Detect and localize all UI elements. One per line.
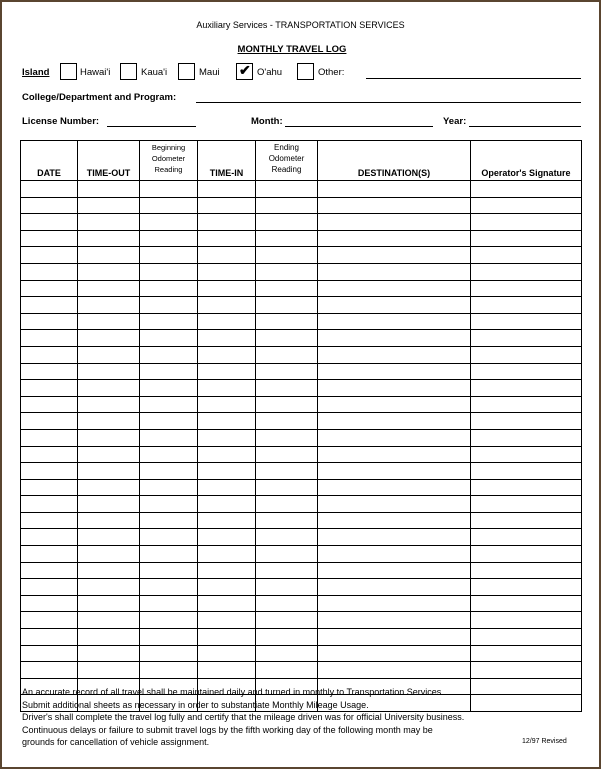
time-out-cell[interactable] <box>78 396 140 413</box>
oahu-checkbox[interactable] <box>236 63 253 80</box>
time-in-cell[interactable] <box>198 446 256 463</box>
instruction-line: An accurate record of all travel shall be maintained daily and turned in monthly to Transportation Services. <box>22 687 444 697</box>
table-row <box>21 380 582 397</box>
signature-cell[interactable] <box>471 214 582 231</box>
ending-odometer-line1: Ending <box>274 143 299 152</box>
ending-odometer-line2: Odometer <box>268 154 305 163</box>
beginning-odometer-cell[interactable] <box>140 562 198 579</box>
signature-cell[interactable] <box>471 280 582 297</box>
time-in-cell[interactable] <box>198 562 256 579</box>
destination-cell[interactable] <box>318 330 471 347</box>
beginning-odometer-cell[interactable] <box>140 181 198 198</box>
ending-odometer-cell[interactable] <box>256 263 318 280</box>
ending-odometer-cell[interactable] <box>256 496 318 513</box>
signature-cell[interactable] <box>471 263 582 280</box>
year-label: Year: <box>443 116 467 127</box>
beginning-odometer-cell[interactable] <box>140 496 198 513</box>
ending-odometer-cell[interactable] <box>256 662 318 679</box>
table-row <box>21 330 582 347</box>
kauai-checkbox[interactable] <box>120 63 137 80</box>
time-in-cell[interactable] <box>198 595 256 612</box>
date-cell[interactable] <box>21 529 78 546</box>
destination-cell[interactable] <box>318 263 471 280</box>
table-row <box>21 662 582 679</box>
signature-cell[interactable] <box>471 546 582 563</box>
time-out-cell[interactable] <box>78 214 140 231</box>
beginning-odometer-cell[interactable] <box>140 363 198 380</box>
beginning-odometer-cell[interactable] <box>140 197 198 214</box>
instruction-line: Driver's shall complete the travel log fully and certify that the mileage driven was for official University business. <box>22 712 465 722</box>
time-out-cell[interactable] <box>78 562 140 579</box>
beginning-odometer-cell[interactable] <box>140 413 198 430</box>
date-cell[interactable] <box>21 197 78 214</box>
date-header: DATE <box>21 141 78 181</box>
signature-cell[interactable] <box>471 579 582 596</box>
table-row <box>21 297 582 314</box>
instruction-line: grounds for cancellation of vehicle assignment. <box>22 737 210 747</box>
date-cell[interactable] <box>21 413 78 430</box>
time-out-cell[interactable] <box>78 629 140 646</box>
table-row <box>21 546 582 563</box>
beginning-odometer-cell[interactable] <box>140 214 198 231</box>
time-out-cell[interactable] <box>78 247 140 264</box>
ending-odometer-cell[interactable] <box>256 181 318 198</box>
ending-odometer-cell[interactable] <box>256 380 318 397</box>
beginning-odometer-cell[interactable] <box>140 230 198 247</box>
time-out-cell[interactable] <box>78 313 140 330</box>
ending-odometer-cell[interactable] <box>256 562 318 579</box>
ending-odometer-cell[interactable] <box>256 446 318 463</box>
destination-cell[interactable] <box>318 380 471 397</box>
beginning-odometer-cell[interactable] <box>140 662 198 679</box>
signature-cell[interactable] <box>471 346 582 363</box>
destination-cell[interactable] <box>318 529 471 546</box>
ending-odometer-cell[interactable] <box>256 363 318 380</box>
time-in-cell[interactable] <box>198 330 256 347</box>
time-in-cell[interactable] <box>198 645 256 662</box>
hawaii-checkbox[interactable] <box>60 63 77 80</box>
time-out-cell[interactable] <box>78 612 140 629</box>
table-row <box>21 529 582 546</box>
beginning-odometer-cell[interactable] <box>140 396 198 413</box>
time-in-cell[interactable] <box>198 247 256 264</box>
time-in-cell[interactable] <box>198 629 256 646</box>
table-row <box>21 280 582 297</box>
time-in-cell[interactable] <box>198 496 256 513</box>
date-cell[interactable] <box>21 263 78 280</box>
destination-cell[interactable] <box>318 280 471 297</box>
table-row <box>21 396 582 413</box>
time-out-cell[interactable] <box>78 263 140 280</box>
maui-checkbox[interactable] <box>178 63 195 80</box>
beginning-odometer-cell[interactable] <box>140 263 198 280</box>
ending-odometer-cell[interactable] <box>256 297 318 314</box>
beginning-odometer-cell[interactable] <box>140 595 198 612</box>
travel-log-table <box>20 140 582 712</box>
beginning-odometer-cell[interactable] <box>140 479 198 496</box>
table-row <box>21 413 582 430</box>
time-in-cell[interactable] <box>198 479 256 496</box>
time-in-cell[interactable] <box>198 662 256 679</box>
table-row <box>21 197 582 214</box>
time-in-cell[interactable] <box>198 579 256 596</box>
beginning-odometer-cell[interactable] <box>140 529 198 546</box>
destination-cell[interactable] <box>318 512 471 529</box>
beginning-odometer-cell[interactable] <box>140 346 198 363</box>
table-row <box>21 429 582 446</box>
destination-cell[interactable] <box>318 396 471 413</box>
time-out-cell[interactable] <box>78 181 140 198</box>
other-island-line[interactable] <box>366 78 581 79</box>
signature-cell[interactable] <box>471 662 582 679</box>
ending-odometer-cell[interactable] <box>256 463 318 480</box>
beginning-odometer-cell[interactable] <box>140 612 198 629</box>
time-out-cell[interactable] <box>78 645 140 662</box>
beginning-odometer-cell[interactable] <box>140 297 198 314</box>
time-in-cell[interactable] <box>198 346 256 363</box>
time-out-cell[interactable] <box>78 330 140 347</box>
ending-odometer-cell[interactable] <box>256 346 318 363</box>
destination-cell[interactable] <box>318 197 471 214</box>
maui-label: Maui <box>199 67 220 78</box>
date-cell[interactable] <box>21 629 78 646</box>
date-cell[interactable] <box>21 380 78 397</box>
beginning-odometer-line2: Odometer <box>151 154 186 163</box>
table-row <box>21 562 582 579</box>
time-out-cell[interactable] <box>78 197 140 214</box>
time-out-cell[interactable] <box>78 662 140 679</box>
ending-odometer-cell[interactable] <box>256 512 318 529</box>
time-out-cell[interactable] <box>78 413 140 430</box>
kauai-label: Kaua'i <box>141 67 168 78</box>
ending-odometer-cell[interactable] <box>256 595 318 612</box>
island-label: Island <box>22 67 50 78</box>
time-in-cell[interactable] <box>198 280 256 297</box>
destination-cell[interactable] <box>318 363 471 380</box>
table-row <box>21 612 582 629</box>
date-cell[interactable] <box>21 280 78 297</box>
signature-cell[interactable] <box>471 297 582 314</box>
ending-odometer-cell[interactable] <box>256 579 318 596</box>
destination-cell[interactable] <box>318 562 471 579</box>
date-cell[interactable] <box>21 595 78 612</box>
signature-cell[interactable] <box>471 413 582 430</box>
ending-odometer-cell[interactable] <box>256 429 318 446</box>
ending-odometer-cell[interactable] <box>256 197 318 214</box>
beginning-odometer-cell[interactable] <box>140 546 198 563</box>
destination-cell[interactable] <box>318 479 471 496</box>
destination-cell[interactable] <box>318 413 471 430</box>
license-line[interactable] <box>107 126 196 127</box>
destination-cell[interactable] <box>318 313 471 330</box>
other-label: Other: <box>318 67 345 78</box>
beginning-odometer-cell[interactable] <box>140 313 198 330</box>
oahu-label: O'ahu <box>257 67 283 78</box>
table-row <box>21 346 582 363</box>
ending-odometer-cell[interactable] <box>256 612 318 629</box>
signature-cell[interactable] <box>471 181 582 198</box>
table-body <box>21 181 582 712</box>
time-out-cell[interactable] <box>78 230 140 247</box>
signature-cell[interactable] <box>471 496 582 513</box>
beginning-odometer-cell[interactable] <box>140 463 198 480</box>
time-out-cell[interactable] <box>78 280 140 297</box>
date-cell[interactable] <box>21 662 78 679</box>
table-row <box>21 446 582 463</box>
time-out-cell[interactable] <box>78 363 140 380</box>
signature-cell[interactable] <box>471 512 582 529</box>
destination-cell[interactable] <box>318 463 471 480</box>
destination-cell[interactable] <box>318 662 471 679</box>
table-row <box>21 479 582 496</box>
date-cell[interactable] <box>21 181 78 198</box>
date-cell[interactable] <box>21 463 78 480</box>
time-out-cell[interactable] <box>78 496 140 513</box>
revision-note: 12/97 Revised <box>522 738 567 745</box>
college-line[interactable] <box>196 102 581 103</box>
beginning-odometer-header <box>140 141 198 181</box>
date-cell[interactable] <box>21 297 78 314</box>
destination-cell[interactable] <box>318 579 471 596</box>
date-cell[interactable] <box>21 612 78 629</box>
time-in-cell[interactable] <box>198 263 256 280</box>
time-in-cell[interactable] <box>198 230 256 247</box>
destination-cell[interactable] <box>318 645 471 662</box>
date-cell[interactable] <box>21 645 78 662</box>
time-out-header: TIME-OUT <box>78 141 140 181</box>
month-label: Month: <box>251 116 283 127</box>
beginning-odometer-cell[interactable] <box>140 512 198 529</box>
signature-cell[interactable] <box>471 330 582 347</box>
date-cell[interactable] <box>21 396 78 413</box>
operator-signature-header: Operator's Signature <box>471 141 582 181</box>
ending-odometer-cell[interactable] <box>256 230 318 247</box>
time-in-cell[interactable] <box>198 429 256 446</box>
table-row <box>21 579 582 596</box>
destinations-header: DESTINATION(S) <box>318 141 471 181</box>
table-row <box>21 313 582 330</box>
destination-cell[interactable] <box>318 429 471 446</box>
time-out-cell[interactable] <box>78 346 140 363</box>
date-cell[interactable] <box>21 346 78 363</box>
beginning-odometer-cell[interactable] <box>140 280 198 297</box>
time-out-cell[interactable] <box>78 479 140 496</box>
table-row <box>21 629 582 646</box>
destination-cell[interactable] <box>318 214 471 231</box>
time-out-cell[interactable] <box>78 595 140 612</box>
time-in-cell[interactable] <box>198 512 256 529</box>
ending-odometer-cell[interactable] <box>256 247 318 264</box>
time-in-cell[interactable] <box>198 612 256 629</box>
beginning-odometer-cell[interactable] <box>140 645 198 662</box>
department-header: Auxiliary Services - TRANSPORTATION SERVICES <box>196 20 405 30</box>
date-cell[interactable] <box>21 313 78 330</box>
table-row <box>21 214 582 231</box>
ending-odometer-cell[interactable] <box>256 313 318 330</box>
time-out-cell[interactable] <box>78 546 140 563</box>
beginning-odometer-line3: Reading <box>154 165 183 174</box>
beginning-odometer-cell[interactable] <box>140 330 198 347</box>
table-row <box>21 247 582 264</box>
ending-odometer-line3: Reading <box>271 165 302 174</box>
destination-cell[interactable] <box>318 496 471 513</box>
destination-cell[interactable] <box>318 230 471 247</box>
date-cell[interactable] <box>21 496 78 513</box>
signature-cell[interactable] <box>471 446 582 463</box>
ending-odometer-cell[interactable] <box>256 280 318 297</box>
table-row <box>21 363 582 380</box>
time-in-cell[interactable] <box>198 546 256 563</box>
time-in-cell[interactable] <box>198 214 256 231</box>
destination-cell[interactable] <box>318 247 471 264</box>
table-row <box>21 463 582 480</box>
month-line[interactable] <box>285 126 433 127</box>
signature-cell[interactable] <box>471 230 582 247</box>
ending-odometer-cell[interactable] <box>256 529 318 546</box>
date-cell[interactable] <box>21 512 78 529</box>
signature-cell[interactable] <box>471 612 582 629</box>
date-cell[interactable] <box>21 546 78 563</box>
table-row <box>21 496 582 513</box>
other-checkbox[interactable] <box>297 63 314 80</box>
date-cell[interactable] <box>21 330 78 347</box>
ending-odometer-cell[interactable] <box>256 629 318 646</box>
signature-cell[interactable] <box>471 197 582 214</box>
beginning-odometer-line1: Beginning <box>151 143 186 152</box>
time-out-cell[interactable] <box>78 529 140 546</box>
table-row <box>21 512 582 529</box>
time-in-cell[interactable] <box>198 313 256 330</box>
form-title: MONTHLY TRAVEL LOG <box>237 44 347 55</box>
beginning-odometer-cell[interactable] <box>140 629 198 646</box>
beginning-odometer-cell[interactable] <box>140 247 198 264</box>
time-out-cell[interactable] <box>78 446 140 463</box>
date-cell[interactable] <box>21 429 78 446</box>
time-out-cell[interactable] <box>78 297 140 314</box>
time-in-cell[interactable] <box>198 529 256 546</box>
time-out-cell[interactable] <box>78 512 140 529</box>
beginning-odometer-cell[interactable] <box>140 446 198 463</box>
beginning-odometer-cell[interactable] <box>140 429 198 446</box>
time-in-cell[interactable] <box>198 413 256 430</box>
date-cell[interactable] <box>21 230 78 247</box>
destination-cell[interactable] <box>318 546 471 563</box>
signature-cell[interactable] <box>471 629 582 646</box>
time-in-cell[interactable] <box>198 363 256 380</box>
time-out-cell[interactable] <box>78 579 140 596</box>
ending-odometer-cell[interactable] <box>256 330 318 347</box>
ending-odometer-header <box>256 141 318 181</box>
destination-cell[interactable] <box>318 629 471 646</box>
table-header-row <box>21 141 582 181</box>
time-out-cell[interactable] <box>78 429 140 446</box>
signature-cell[interactable] <box>471 645 582 662</box>
destination-cell[interactable] <box>318 595 471 612</box>
ending-odometer-cell[interactable] <box>256 479 318 496</box>
signature-cell[interactable] <box>471 595 582 612</box>
table-row <box>21 263 582 280</box>
signature-cell[interactable] <box>471 562 582 579</box>
beginning-odometer-cell[interactable] <box>140 579 198 596</box>
date-cell[interactable] <box>21 446 78 463</box>
time-in-cell[interactable] <box>198 396 256 413</box>
date-cell[interactable] <box>21 363 78 380</box>
time-in-cell[interactable] <box>198 197 256 214</box>
instructions <box>22 686 582 749</box>
license-label: License Number: <box>22 116 100 127</box>
ending-odometer-cell[interactable] <box>256 546 318 563</box>
signature-cell[interactable] <box>471 479 582 496</box>
date-cell[interactable] <box>21 247 78 264</box>
year-line[interactable] <box>469 126 581 127</box>
hawaii-label: Hawai'i <box>80 67 111 78</box>
signature-cell[interactable] <box>471 429 582 446</box>
ending-odometer-cell[interactable] <box>256 396 318 413</box>
signature-cell[interactable] <box>471 463 582 480</box>
time-in-cell[interactable] <box>198 297 256 314</box>
oahu-check-mark: ✔ <box>239 62 251 78</box>
instruction-line: Continuous delays or failure to submit travel logs by the fifth working day of the following month may be <box>22 724 433 735</box>
time-in-cell[interactable] <box>198 181 256 198</box>
date-cell[interactable] <box>21 214 78 231</box>
signature-cell[interactable] <box>471 247 582 264</box>
date-cell[interactable] <box>21 562 78 579</box>
date-cell[interactable] <box>21 479 78 496</box>
table-row <box>21 181 582 198</box>
table-row <box>21 230 582 247</box>
destination-cell[interactable] <box>318 297 471 314</box>
time-in-cell[interactable] <box>198 380 256 397</box>
signature-cell[interactable] <box>471 380 582 397</box>
table-row <box>21 595 582 612</box>
instruction-line: Submit additional sheets as necessary in order to substantiate Monthly Mileage Usage. <box>22 699 369 710</box>
destination-cell[interactable] <box>318 181 471 198</box>
beginning-odometer-cell[interactable] <box>140 380 198 397</box>
date-cell[interactable] <box>21 579 78 596</box>
time-in-header: TIME-IN <box>198 141 256 181</box>
destination-cell[interactable] <box>318 346 471 363</box>
ending-odometer-cell[interactable] <box>256 413 318 430</box>
college-label: College/Department and Program: <box>22 92 177 103</box>
time-in-cell[interactable] <box>198 463 256 480</box>
destination-cell[interactable] <box>318 612 471 629</box>
table-row <box>21 645 582 662</box>
signature-cell[interactable] <box>471 363 582 380</box>
signature-cell[interactable] <box>471 313 582 330</box>
destination-cell[interactable] <box>318 446 471 463</box>
signature-cell[interactable] <box>471 396 582 413</box>
ending-odometer-cell[interactable] <box>256 214 318 231</box>
ending-odometer-cell[interactable] <box>256 645 318 662</box>
time-out-cell[interactable] <box>78 463 140 480</box>
time-out-cell[interactable] <box>78 380 140 397</box>
signature-cell[interactable] <box>471 529 582 546</box>
